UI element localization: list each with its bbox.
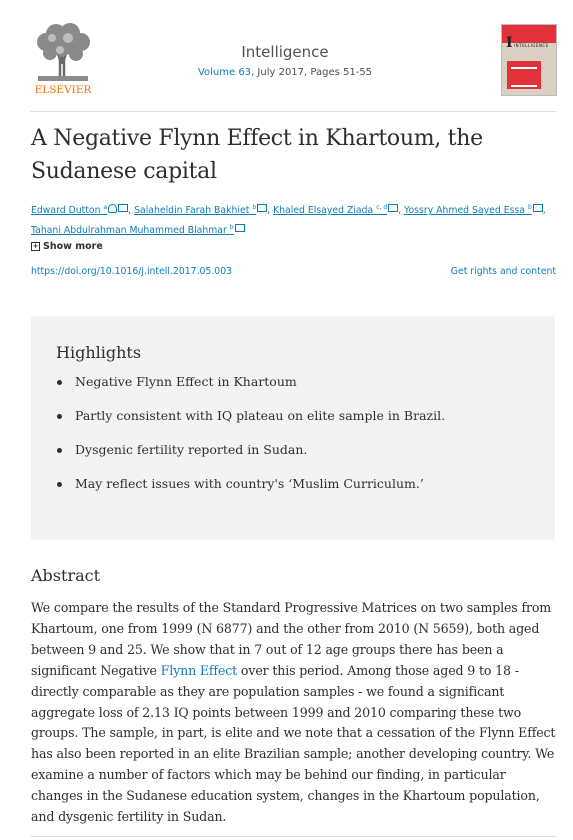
show-more-button[interactable] [31,241,103,252]
highlight-item: May reflect issues with country's ‘Muslim Curriculum.’ [57,475,445,509]
abstract-text: We compare the results of the Standard Progressive Matrices on two samples from Khartoum, one from 1999 (N 6877) and the other from 2010 (N 5659), both aged between 9 and 25. We show that in 7 out of 12 age groups there has been a significant Negative Flynn Effect over this period. Among those aged 9 to 18 - directly comparable as they are population samples - we found a significant aggregate loss of 2.13 IQ points between 1999 and 2010 comparing these two groups. The sample, in part, is elite and we note that a cessation of the Flynn Effect has also been reported in an elite Brazilian sample; another developing country. We examine a number of factors which may be behind our finding, in particular changes in the Sudanese education system, changes in the Khartoum population, and dysgenic fertility in Sudan. [31,600,556,825]
bullet-icon [57,482,62,487]
highlight-item: Negative Flynn Effect in Khartoum [57,373,445,407]
bullet-icon [57,448,62,453]
publisher-wordmark: ELSEVIER [34,84,92,96]
journal-info [120,43,450,78]
journal-name-link[interactable]: Intelligence [241,43,329,61]
abstract-title: Abstract [31,566,101,585]
author-link-5[interactable]: Tahani Abdulrahman Muhammed Blahmar $^b$ [31,225,245,236]
abstract-divider [30,836,556,837]
email-icon [257,204,267,212]
rights-link[interactable]: Get rights and content [450,266,556,277]
author-list: Edward Dutton $^a$ , Salaheldin Farah Bakhiet $^b$ , Khaled Elsayed Ziada $^{c, d}$ , Yossry Ahmed Sayed Essa $^b$ , Tahani Abdulrahman Muhammed Blahmar $^b$ [31,204,546,237]
email-icon [388,204,398,212]
email-icon [533,204,543,212]
header-divider [30,111,556,112]
highlight-item: Partly consistent with IQ plateau on elite sample in Brazil. [57,407,445,441]
article-header [0,0,573,112]
show-more-label: Show more [43,241,103,252]
author-link-2[interactable]: Salaheldin Farah Bakhiet $^b$ [134,205,267,216]
highlights-box [31,316,555,540]
bullet-icon [57,414,62,419]
highlights-title: Highlights [56,343,142,362]
highlight-item: Dysgenic fertility reported in Sudan. [57,441,445,475]
email-icon [235,224,245,232]
journal-issue-info [120,67,450,78]
bullet-icon [57,380,62,385]
elsevier-logo[interactable] [30,20,96,96]
issue-pages: , July 2017, Pages 51-55 [251,67,373,78]
person-icon [108,204,117,213]
journal-cover-image[interactable]: I INTELLIGENCE [501,24,557,96]
email-icon [118,204,128,212]
doi-link[interactable]: https://doi.org/10.1016/j.intell.2017.05.003 [31,266,233,277]
flynn-effect-link[interactable]: Flynn Effect [160,662,238,678]
volume-link[interactable]: Volume 63 [197,67,252,78]
author-link-1[interactable]: Edward Dutton $^a$ [31,205,128,216]
plus-box-icon: + [32,242,39,250]
cover-title: INTELLIGENCE [514,43,549,48]
article-title: A Negative Flynn Effect in Khartoum, the Sudanese capital [31,126,483,184]
highlights-list [57,373,445,509]
author-link-3[interactable]: Khaled Elsayed Ziada $^{c, d}$ [273,205,398,216]
author-link-4[interactable]: Yossry Ahmed Sayed Essa $^b$ [404,205,543,216]
